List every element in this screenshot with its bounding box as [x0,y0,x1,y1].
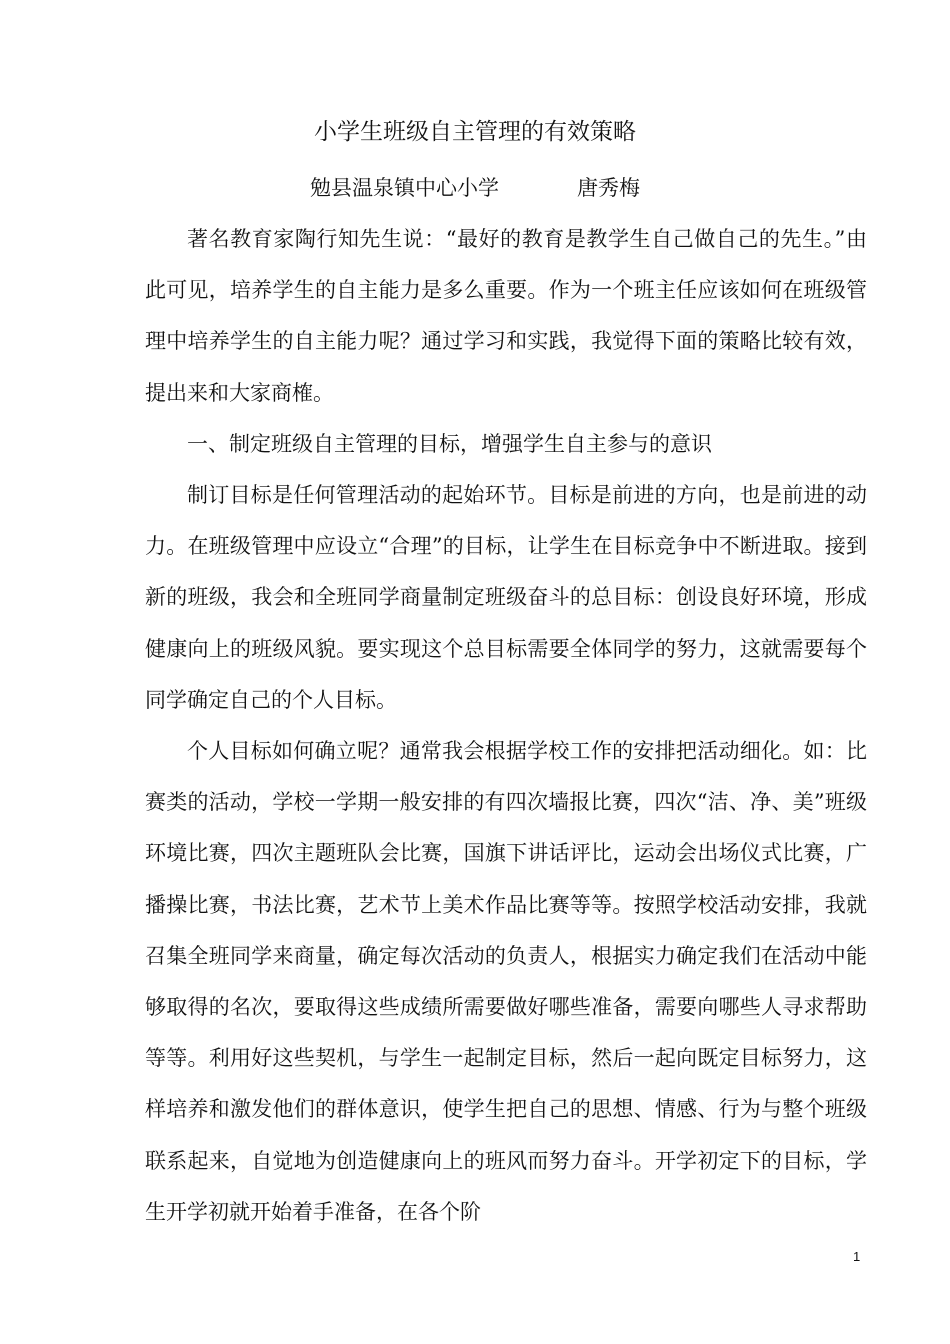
body-text [145,214,867,1238]
paragraph: 个人目标如何确立呢？通常我会根据学校工作的安排把活动细化。如：比赛类的活动，学校一学期一般安排的有四次墙报比赛，四次“洁、净、美”班级环境比赛，四次主题班队会比赛，国旗下讲话评比，运动会出场仪式比赛，广播操比赛，书法比赛，艺术节上美术作品比赛等等。按照学校活动安排，我就召集全班同学来商量，确定每次活动的负责人，根据实力确定我们在活动中能够取得的名次，要取得这些成绩所需要做好哪些准备，需要向哪些人寻求帮助等等。利用好这些契机，与学生一起制定目标，然后一起向既定目标努力，这样培养和激发他们的群体意识，使学生把自己的思想、情感、行为与整个班级联系起来，自觉地为创造健康向上的班风而努力奋斗。开学初定下的目标，学生开学初就开始着手准备，在各个阶 [145,739,867,1224]
school-name: 勉县温泉镇中心小学 [310,176,499,200]
paragraph: 著名教育家陶行知先生说：“最好的教育是教学生自己做自己的先生。”由此可见，培养学生的自主能力是多么重要。作为一个班主任应该如何在班级管理中培养学生的自主能力呢？通过学习和实践，我觉得下面的策略比较有效，提出来和大家商榷。 [145,227,867,405]
section-heading: 一、制定班级自主管理的目标，增强学生自主参与的意识 [187,431,712,456]
page-number: 1 [853,1249,861,1264]
byline [0,168,950,208]
document-title: 小学生班级自主管理的有效策略 [314,119,636,145]
author-name: 唐秀梅 [577,176,640,200]
paragraph: 制订目标是任何管理活动的起始环节。目标是前进的方向，也是前进的动力。在班级管理中应设立“合理”的目标，让学生在目标竞争中不断进取。接到新的班级，我会和全班同学商量制定班级奋斗的总目标：创设良好环境，形成健康向上的班级风貌。要实现这个总目标需要全体同学的努力，这就需要每个同学确定自己的个人目标。 [145,483,867,712]
